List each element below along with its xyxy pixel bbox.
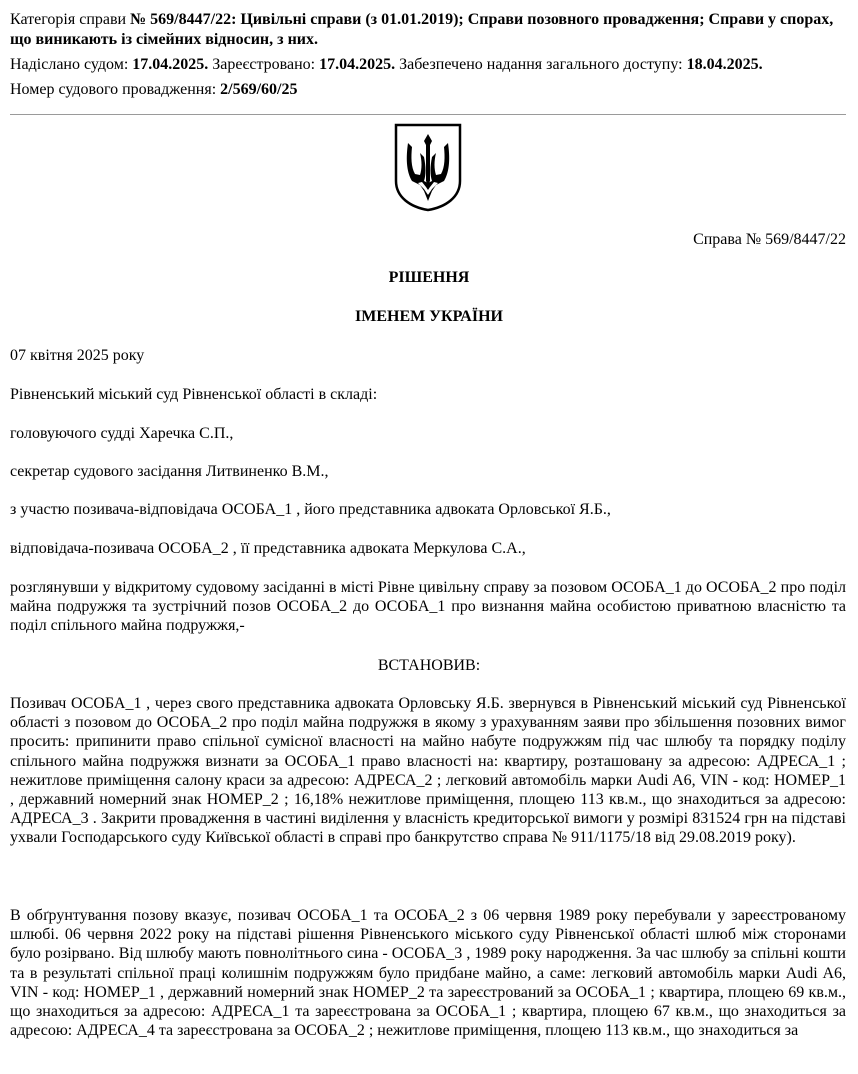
presiding-judge: головуючого судді Харечка С.П.,	[10, 425, 234, 442]
decision-subtitle: ІМЕНЕМ УКРАЇНИ	[355, 308, 503, 325]
court-secretary: секретар судового засідання Литвиненко В.М.,	[10, 463, 329, 480]
defendant-party: відповідача-позивача ОСОБА_2 , її представника адвоката Меркулова С.А.,	[10, 540, 526, 557]
proceeding-number: 2/569/60/25	[220, 81, 298, 98]
header-divider	[10, 114, 846, 115]
sent-label: Надіслано судом:	[10, 56, 133, 73]
dates-line	[10, 55, 846, 75]
category-label: Категорія справи	[10, 11, 131, 28]
court-composition: Рівненський міський суд Рівненської області в складі:	[10, 386, 378, 403]
proceeding-line	[10, 80, 846, 100]
established-heading: ВСТАНОВИВ:	[377, 657, 481, 674]
case-number: Справа № 569/8447/22	[693, 231, 846, 248]
category-line	[10, 10, 846, 50]
access-label: Забезпечено надання загального доступу:	[395, 56, 687, 73]
case-considered-paragraph: розглянувши у відкритому судовому засіданні в місті Рівне цивільну справу за позовом ОСОБА_1 до ОСОБА_2 про поділ майна подружжя та зустрічний позов ОСОБА_2 до ОСОБА_1 про визнання майна особистою приватною власністю та поділ спільного майна подружжя,-	[10, 579, 846, 635]
plaintiff-party: з участю позивача-відповідача ОСОБА_1 , його представника адвоката Орловської Я.Б.,	[10, 501, 611, 518]
access-date: 18.04.2025.	[686, 56, 763, 73]
registered-label: Зареєстровано:	[208, 56, 320, 73]
coat-of-arms-icon	[394, 123, 462, 212]
decision-title: РІШЕННЯ	[388, 269, 470, 286]
proceeding-label: Номер судового провадження:	[10, 81, 221, 98]
grounds-paragraph: В обґрунтування позову вказує, позивач ОСОБА_1 та ОСОБА_2 з 06 червня 1989 року перебували у зареєстрованому шлюбі. 06 червня 2022 року на підставі рішення Рівненського міського суду Рівненської області шлюб між сторонами було розірвано. Від шлюбу мають повнолітнього сина - ОСОБА_3 , 1989 року народження. За час шлюбу за спільні кошти та в результаті спільної праці колишнім подружжям було придбане майно, а саме: легковий автомобіль марки Audi A6, VIN - код: НОМЕР_1 , державний номерний знак НОМЕР_2 та зареєстрований за ОСОБА_1 ; квартира, площею 69 кв.м., що знаходиться за адресою: АДРЕСА_1 та зареєстрована за ОСОБА_1 ; квартира, площею 67 кв.м., що знаходиться за адресою: АДРЕСА_4 та зареєстрована за ОСОБА_2 ; нежитлове приміщення, площею 113 кв.м., що знаходиться за	[10, 907, 846, 1040]
sent-date: 17.04.2025.	[132, 56, 209, 73]
claim-paragraph: Позивач ОСОБА_1 , через свого представника адвоката Орловську Я.Б. звернувся в Рівненський міський суд Рівненської області з позовом до ОСОБА_2 про поділ майна подружжя в якому з урахуванням заяви про збільшення позовних вимог просить: припинити право спільної сумісної власності на майно набуте подружжям під час шлюбу та порядку поділу спільного майна подружжя визнати за ОСОБА_1 право власності на: квартиру, розташовану за адресою: АДРЕСА_1 ; нежитлове приміщення салону краси за адресою: АДРЕСА_2 ; легковий автомобіль марки Audi A6, VIN - код: НОМЕР_1 , державний номерний знак НОМЕР_2 ; 16,18% нежитлове приміщення, площею 113 кв.м., що знаходиться за адресою: АДРЕСА_3 . Закрити провадження в частині виділення у власність кредиторської вимоги у розмірі 831524 грн на підставі ухвали Господарського суду Київської області в справі про банкрутство справа № 911/1175/18 від 29.08.2019 року).	[10, 695, 846, 847]
registered-date: 17.04.2025.	[319, 56, 396, 73]
decision-date: 07 квітня 2025 року	[10, 347, 145, 364]
category-value: № 569/8447/22: Цивільні справи (з 01.01.2019); Справи позовного провадження; Справи у спорах, що виникають із сімейних відносин, з них.	[10, 11, 834, 48]
